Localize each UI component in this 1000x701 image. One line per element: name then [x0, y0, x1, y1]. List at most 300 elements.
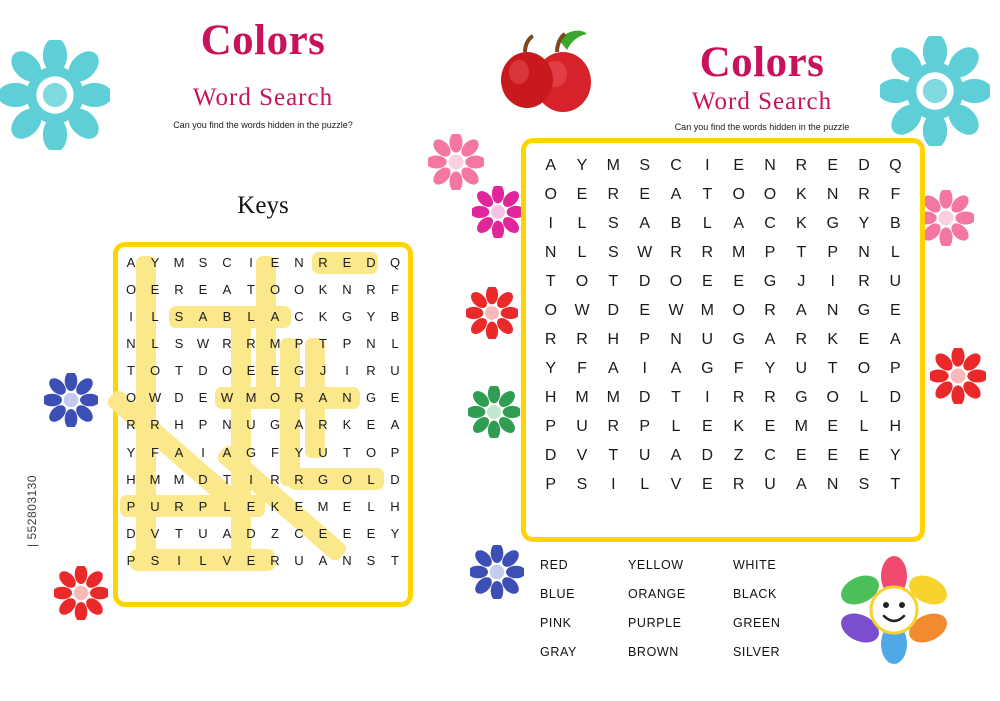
puzzle-cell-r3-c9: P: [827, 244, 838, 262]
puzzle-cell-r7-c11: P: [889, 359, 901, 377]
puzzle-cell-r8-c7: R: [764, 388, 776, 406]
word-list-item: SILVER: [733, 644, 781, 659]
puzzle-cell-r9-c7: E: [764, 417, 776, 435]
puzzle-cell-r11-c6: R: [732, 475, 745, 493]
puzzle-cell-r9-c9: E: [827, 417, 838, 435]
answer-cell-r0-c2: M: [173, 255, 185, 271]
answer-cell-r11-c3: L: [199, 552, 207, 568]
puzzle-cell-r2-c9: G: [826, 215, 839, 233]
answer-cell-r10-c4: A: [222, 525, 232, 541]
answer-cell-r2-c4: B: [222, 309, 232, 325]
answer-cell-r0-c5: I: [249, 255, 253, 271]
puzzle-cell-r4-c6: E: [733, 273, 744, 291]
answer-cell-r11-c7: U: [294, 552, 304, 568]
right-instruction-text: Can you find the words hidden in the puzzle: [674, 122, 850, 132]
answer-cell-r6-c1: R: [150, 417, 160, 433]
answer-cell-r4-c8: J: [319, 363, 327, 379]
puzzle-cell-r10-c10: E: [858, 446, 870, 464]
answer-cell-r2-c7: C: [294, 309, 304, 325]
answer-cell-r4-c6: E: [270, 363, 280, 379]
stock-id-watermark: | 552803130: [25, 474, 39, 547]
puzzle-cell-r0-c5: I: [705, 157, 710, 175]
puzzle-cell-r11-c2: I: [611, 475, 616, 493]
puzzle-cell-r4-c3: D: [638, 273, 651, 291]
puzzle-cell-r11-c10: S: [858, 475, 870, 493]
puzzle-cell-r8-c9: O: [826, 388, 839, 406]
puzzle-cell-r9-c5: E: [701, 417, 713, 435]
answer-cell-r1-c6: O: [269, 282, 281, 298]
word-list-item: ORANGE: [628, 586, 686, 601]
puzzle-cell-r1-c1: E: [576, 186, 588, 204]
puzzle-cell-r9-c8: M: [794, 417, 808, 435]
puzzle-cell-r5-c10: G: [857, 302, 871, 320]
puzzle-cell-r10-c4: A: [670, 446, 682, 464]
answer-cell-r5-c8: A: [318, 390, 328, 406]
answer-cell-r9-c5: E: [246, 498, 256, 514]
answer-cell-r8-c7: R: [294, 471, 304, 487]
puzzle-cell-r0-c4: C: [670, 157, 682, 175]
puzzle-cell-r1-c7: O: [763, 186, 777, 204]
answer-cell-r2-c9: G: [341, 309, 353, 325]
answer-cell-r2-c6: A: [270, 309, 280, 325]
answer-cell-r11-c10: S: [366, 552, 376, 568]
puzzle-cell-r1-c9: N: [826, 186, 839, 204]
right-page-title: Colors: [699, 39, 825, 86]
answer-cell-r2-c11: B: [390, 309, 400, 325]
puzzle-cell-r6-c1: R: [576, 330, 588, 348]
answer-cell-r0-c9: E: [342, 255, 352, 271]
answer-cell-r0-c1: Y: [150, 255, 160, 271]
answer-cell-r3-c7: P: [294, 336, 304, 352]
puzzle-cell-r6-c7: A: [764, 330, 776, 348]
answer-cell-r4-c7: G: [293, 363, 305, 379]
answer-cell-r11-c2: I: [177, 552, 181, 568]
puzzle-cell-r0-c9: E: [827, 157, 838, 175]
answer-cell-r3-c6: M: [269, 336, 281, 352]
puzzle-cell-r4-c9: I: [830, 273, 835, 291]
flower-decoration-red-right: [930, 348, 986, 404]
answer-cell-r0-c8: R: [318, 255, 328, 271]
puzzle-cell-r2-c4: B: [670, 215, 682, 233]
puzzle-cell-r1-c5: T: [702, 186, 713, 204]
puzzle-cell-r2-c7: C: [764, 215, 776, 233]
answer-cell-r0-c4: C: [222, 255, 232, 271]
puzzle-cell-r10-c2: T: [608, 446, 619, 464]
word-list-item: YELLOW: [628, 557, 684, 572]
puzzle-cell-r6-c6: G: [732, 330, 745, 348]
answer-cell-r3-c11: L: [391, 336, 399, 352]
flower-decoration-pink-1: [428, 134, 484, 190]
puzzle-cell-r0-c10: D: [858, 157, 870, 175]
puzzle-cell-r2-c0: I: [548, 215, 553, 233]
puzzle-cell-r4-c2: T: [608, 273, 619, 291]
answer-cell-r1-c10: R: [366, 282, 376, 298]
answer-cell-r2-c2: S: [174, 309, 184, 325]
puzzle-cell-r6-c10: E: [858, 330, 870, 348]
answer-cell-r3-c9: P: [342, 336, 352, 352]
answer-cell-r3-c1: L: [151, 336, 159, 352]
answer-cell-r9-c9: E: [342, 498, 352, 514]
answer-cell-r7-c9: T: [343, 444, 351, 460]
answer-cell-r6-c9: K: [342, 417, 352, 433]
answer-cell-r7-c3: I: [201, 444, 205, 460]
puzzle-cell-r1-c4: A: [670, 186, 682, 204]
puzzle-cell-r8-c2: M: [606, 388, 620, 406]
puzzle-cell-r6-c11: A: [889, 330, 901, 348]
puzzle-cell-r8-c10: L: [859, 388, 869, 406]
answer-cell-r9-c3: P: [198, 498, 208, 514]
puzzle-cell-r7-c4: A: [670, 359, 682, 377]
answer-cell-r2-c0: I: [129, 309, 133, 325]
puzzle-cell-r2-c5: L: [702, 215, 712, 233]
answer-cell-r4-c1: O: [149, 363, 161, 379]
puzzle-cell-r5-c2: D: [607, 302, 620, 320]
answer-cell-r8-c9: O: [341, 471, 353, 487]
answer-cell-r11-c8: A: [318, 552, 328, 568]
answer-cell-r9-c4: L: [223, 498, 231, 514]
answer-cell-r9-c7: E: [294, 498, 304, 514]
puzzle-cell-r5-c8: A: [795, 302, 807, 320]
answer-cell-r7-c5: G: [245, 444, 257, 460]
word-list-item: GREEN: [733, 615, 781, 630]
answer-cell-r6-c8: R: [318, 417, 328, 433]
puzzle-cell-r7-c1: F: [577, 359, 587, 377]
puzzle-cell-r6-c0: R: [544, 330, 557, 348]
answer-cell-r10-c1: V: [150, 525, 160, 541]
puzzle-cell-r6-c5: U: [701, 330, 714, 348]
answer-cell-r5-c11: E: [390, 390, 400, 406]
puzzle-cell-r8-c0: H: [544, 388, 557, 406]
puzzle-cell-r3-c8: T: [796, 244, 807, 262]
puzzle-cell-r2-c10: Y: [858, 215, 870, 233]
answer-cell-r5-c2: D: [174, 390, 184, 406]
puzzle-cell-r7-c9: T: [827, 359, 838, 377]
answer-cell-r6-c0: R: [126, 417, 136, 433]
puzzle-cell-r2-c8: K: [795, 215, 807, 233]
answer-cell-r6-c2: H: [174, 417, 184, 433]
puzzle-cell-r9-c11: H: [889, 417, 902, 435]
puzzle-cell-r1-c0: O: [544, 186, 557, 204]
answer-cell-r4-c9: I: [345, 363, 349, 379]
answer-cell-r10-c11: Y: [390, 525, 400, 541]
puzzle-cell-r0-c6: E: [733, 157, 744, 175]
answer-cell-r8-c0: H: [126, 471, 136, 487]
puzzle-cell-r10-c11: Y: [889, 446, 901, 464]
answer-cell-r5-c0: O: [125, 390, 137, 406]
puzzle-cell-r4-c5: E: [701, 273, 713, 291]
puzzle-cell-r4-c10: R: [858, 273, 870, 291]
puzzle-cell-r5-c1: W: [574, 302, 590, 320]
answer-cell-r8-c11: D: [390, 471, 400, 487]
answer-cell-r6-c5: U: [246, 417, 256, 433]
answer-cell-r5-c4: W: [220, 390, 234, 406]
answer-cell-r10-c8: E: [318, 525, 328, 541]
word-list-item: BLUE: [540, 586, 576, 601]
puzzle-cell-r3-c0: N: [544, 244, 557, 262]
puzzle-cell-r11-c5: E: [701, 475, 713, 493]
answer-cell-r11-c1: S: [150, 552, 160, 568]
word-list-item: WHITE: [733, 557, 777, 572]
answer-cell-r1-c3: E: [198, 282, 208, 298]
puzzle-cell-r5-c11: E: [889, 302, 901, 320]
answer-cell-r5-c1: W: [148, 390, 162, 406]
answer-cell-r5-c3: E: [198, 390, 208, 406]
answer-cell-r10-c6: Z: [271, 525, 279, 541]
puzzle-cell-r1-c6: O: [732, 186, 745, 204]
answer-cell-r1-c4: A: [222, 282, 232, 298]
answer-cell-r7-c8: U: [318, 444, 328, 460]
puzzle-cell-r3-c6: M: [732, 244, 746, 262]
puzzle-cell-r11-c7: U: [764, 475, 776, 493]
answer-cell-r6-c3: P: [198, 417, 208, 433]
puzzle-cell-r8-c8: G: [795, 388, 808, 406]
answer-cell-r1-c5: T: [247, 282, 255, 298]
answer-cell-r3-c4: R: [222, 336, 232, 352]
answer-cell-r8-c10: L: [367, 471, 375, 487]
puzzle-cell-r8-c3: D: [638, 388, 651, 406]
puzzle-cell-r6-c8: R: [795, 330, 808, 348]
word-list-item: BLACK: [733, 586, 777, 601]
answer-key-letter-grid: [119, 249, 407, 601]
answer-cell-r11-c6: R: [270, 552, 280, 568]
answer-cell-r4-c2: T: [175, 363, 183, 379]
answer-cell-r1-c8: K: [318, 282, 328, 298]
puzzle-cell-r9-c6: K: [733, 417, 744, 435]
puzzle-cell-r9-c2: R: [607, 417, 620, 435]
puzzle-cell-r10-c9: E: [827, 446, 838, 464]
answer-cell-r2-c3: A: [198, 309, 208, 325]
answer-cell-r4-c10: R: [366, 363, 376, 379]
puzzle-cell-r5-c5: M: [700, 302, 714, 320]
answer-cell-r10-c9: E: [342, 525, 352, 541]
answer-cell-r1-c9: N: [342, 282, 352, 298]
answer-cell-r1-c7: O: [293, 282, 305, 298]
answer-cell-r10-c3: U: [198, 525, 208, 541]
answer-cell-r4-c4: O: [221, 363, 233, 379]
puzzle-cell-r2-c6: A: [733, 215, 744, 233]
puzzle-cell-r5-c4: W: [668, 302, 684, 320]
answer-cell-r4-c11: U: [390, 363, 400, 379]
answer-cell-r8-c1: M: [149, 471, 161, 487]
answer-cell-r9-c11: H: [390, 498, 400, 514]
puzzle-cell-r3-c2: S: [607, 244, 619, 262]
puzzle-cell-r1-c11: F: [890, 186, 901, 204]
answer-cell-r5-c6: O: [269, 390, 281, 406]
puzzle-cell-r2-c1: L: [577, 215, 587, 233]
answer-cell-r5-c7: R: [294, 390, 304, 406]
answer-cell-r0-c11: Q: [389, 255, 401, 271]
answer-cell-r3-c3: W: [196, 336, 210, 352]
puzzle-cell-r7-c10: O: [857, 359, 871, 377]
puzzle-cell-r0-c3: S: [639, 157, 650, 175]
puzzle-cell-r5-c0: O: [544, 302, 557, 320]
flower-decoration-blue-bottom: [470, 545, 524, 599]
answer-cell-r10-c5: D: [246, 525, 256, 541]
answer-cell-r0-c10: D: [366, 255, 376, 271]
flower-decoration-blue-left: [44, 373, 98, 427]
answer-cell-r0-c3: S: [198, 255, 208, 271]
answer-cell-r10-c0: D: [126, 525, 136, 541]
flower-decoration-green: [468, 386, 520, 438]
puzzle-cell-r7-c2: A: [607, 359, 619, 377]
answer-cell-r2-c1: L: [151, 309, 159, 325]
puzzle-cell-r3-c1: L: [577, 244, 587, 262]
puzzle-cell-r3-c7: P: [764, 244, 776, 262]
puzzle-cell-r2-c3: A: [639, 215, 650, 233]
answer-cell-r3-c0: N: [126, 336, 136, 352]
puzzle-cell-r1-c10: R: [858, 186, 870, 204]
puzzle-cell-r6-c2: H: [607, 330, 620, 348]
answer-cell-r5-c9: N: [342, 390, 352, 406]
flower-decoration-magenta: [472, 186, 524, 238]
puzzle-cell-r11-c9: N: [826, 475, 839, 493]
puzzle-cell-r11-c11: T: [890, 475, 901, 493]
puzzle-cell-r8-c4: T: [671, 388, 681, 406]
puzzle-cell-r3-c11: L: [890, 244, 900, 262]
answer-cell-r0-c6: E: [270, 255, 280, 271]
puzzle-cell-r4-c4: O: [669, 273, 683, 291]
answer-cell-r8-c8: G: [317, 471, 329, 487]
puzzle-cell-r5-c9: N: [826, 302, 839, 320]
puzzle-cell-r0-c8: R: [795, 157, 808, 175]
puzzle-cell-r10-c5: D: [701, 446, 714, 464]
puzzle-cell-r2-c11: B: [889, 215, 901, 233]
word-list-item: PINK: [540, 615, 572, 630]
flower-decoration-red-bottomleft: [54, 566, 108, 620]
answer-cell-r1-c2: R: [174, 282, 184, 298]
answer-cell-r7-c6: F: [271, 444, 279, 460]
puzzle-cell-r11-c3: L: [640, 475, 650, 493]
puzzle-cell-r6-c9: K: [827, 330, 838, 348]
puzzle-cell-r7-c3: I: [642, 359, 647, 377]
puzzle-cell-r3-c5: R: [701, 244, 714, 262]
puzzle-cell-r5-c7: R: [764, 302, 776, 320]
answer-cell-r8-c3: D: [198, 471, 208, 487]
puzzle-cell-r8-c11: D: [889, 388, 902, 406]
puzzle-cell-r3-c10: N: [858, 244, 870, 262]
left-page-title: Colors: [200, 17, 326, 64]
answer-cell-r4-c3: D: [198, 363, 208, 379]
answer-cell-r7-c1: F: [151, 444, 159, 460]
answer-cell-r6-c6: G: [269, 417, 281, 433]
puzzle-cell-r4-c7: G: [763, 273, 777, 291]
puzzle-cell-r10-c6: Z: [733, 446, 744, 464]
puzzle-cell-r10-c7: C: [764, 446, 776, 464]
puzzle-cell-r6-c4: N: [670, 330, 682, 348]
answer-cell-r0-c0: A: [126, 255, 136, 271]
answer-cell-r3-c5: R: [246, 336, 256, 352]
answer-cell-r3-c2: S: [174, 336, 184, 352]
puzzle-cell-r2-c2: S: [607, 215, 619, 233]
answer-cell-r11-c9: N: [342, 552, 352, 568]
left-instruction-text: Can you find the words hidden in the puzzle?: [173, 120, 353, 130]
answer-cell-r10-c10: E: [366, 525, 376, 541]
flower-decoration-pink-right: [918, 190, 974, 246]
puzzle-cell-r9-c10: L: [859, 417, 869, 435]
puzzle-cell-r5-c3: E: [639, 302, 650, 320]
answer-cell-r3-c8: T: [319, 336, 327, 352]
answer-cell-r4-c0: T: [127, 363, 135, 379]
answer-cell-r10-c7: C: [294, 525, 304, 541]
puzzle-cell-r7-c7: Y: [764, 359, 776, 377]
answer-cell-r3-c10: N: [366, 336, 376, 352]
puzzle-cell-r3-c3: W: [637, 244, 653, 262]
answer-cell-r8-c2: M: [173, 471, 185, 487]
answer-cell-r9-c1: U: [150, 498, 160, 514]
puzzle-cell-r10-c3: U: [638, 446, 651, 464]
puzzle-cell-r11-c0: P: [545, 475, 556, 493]
answer-cell-r9-c6: K: [270, 498, 280, 514]
puzzle-cell-r7-c6: F: [733, 359, 744, 377]
answer-cell-r4-c5: E: [246, 363, 256, 379]
answer-cell-r1-c0: O: [125, 282, 137, 298]
answer-cell-r6-c11: A: [390, 417, 400, 433]
puzzle-cell-r8-c1: M: [575, 388, 589, 406]
answer-cell-r7-c2: A: [174, 444, 184, 460]
answer-cell-r6-c4: N: [222, 417, 232, 433]
word-list: [540, 550, 890, 666]
puzzle-cell-r4-c8: J: [797, 273, 806, 291]
puzzle-cell-r0-c11: Q: [889, 157, 902, 175]
puzzle-cell-r0-c2: M: [606, 157, 620, 175]
answer-cell-r7-c0: Y: [126, 444, 136, 460]
word-list-item: GRAY: [540, 644, 577, 659]
puzzle-cell-r8-c6: R: [732, 388, 745, 406]
puzzle-cell-r7-c8: U: [795, 359, 808, 377]
left-page-subtitle: Word Search: [192, 84, 334, 111]
puzzle-cell-r9-c3: P: [639, 417, 650, 435]
answer-cell-r7-c7: Y: [294, 444, 304, 460]
answer-cell-r8-c4: T: [223, 471, 231, 487]
puzzle-cell-r9-c1: U: [576, 417, 588, 435]
answer-cell-r7-c11: P: [390, 444, 400, 460]
puzzle-cell-r9-c4: L: [671, 417, 681, 435]
answer-cell-r9-c2: R: [174, 498, 184, 514]
puzzle-cell-r11-c1: S: [576, 475, 588, 493]
answer-cell-r1-c1: E: [150, 282, 160, 298]
answer-cell-r9-c10: L: [367, 498, 375, 514]
puzzle-cell-r1-c2: R: [607, 186, 620, 204]
puzzle-cell-r6-c3: P: [639, 330, 650, 348]
answer-cell-r1-c11: F: [391, 282, 399, 298]
puzzle-cell-r0-c7: N: [764, 157, 776, 175]
answer-cell-r6-c7: A: [294, 417, 304, 433]
puzzle-cell-r0-c0: A: [545, 157, 556, 175]
answer-cell-r11-c4: V: [222, 552, 232, 568]
answer-cell-r8-c6: R: [270, 471, 280, 487]
puzzle-cell-r7-c0: Y: [545, 359, 556, 377]
flower-decoration-red-left: [466, 287, 518, 339]
answer-cell-r5-c5: M: [245, 390, 257, 406]
answer-cell-r2-c10: Y: [366, 309, 376, 325]
puzzle-cell-r3-c4: R: [670, 244, 682, 262]
answer-cell-r2-c5: L: [247, 309, 255, 325]
answer-cell-r2-c8: K: [318, 309, 328, 325]
puzzle-cell-r0-c1: Y: [576, 157, 588, 175]
puzzle-letter-grid: [535, 152, 911, 528]
puzzle-cell-r8-c5: I: [705, 388, 710, 406]
apples-decoration: [497, 22, 607, 122]
answer-cell-r10-c2: T: [175, 525, 183, 541]
answer-cell-r11-c5: E: [246, 552, 256, 568]
puzzle-cell-r5-c6: O: [732, 302, 745, 320]
answer-cell-r5-c10: G: [365, 390, 377, 406]
answer-cell-r7-c4: A: [222, 444, 232, 460]
answer-cell-r0-c7: N: [294, 255, 304, 271]
word-list-item: PURPLE: [628, 615, 682, 630]
word-list-item: BROWN: [628, 644, 679, 659]
answer-cell-r9-c0: P: [126, 498, 136, 514]
